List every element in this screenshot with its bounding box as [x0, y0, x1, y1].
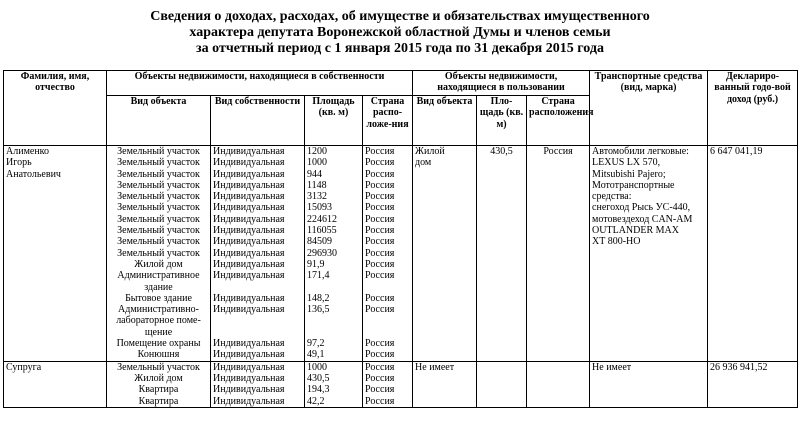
cell-line: Индивидуальная: [213, 384, 285, 396]
cell-line: Земельный участок: [117, 361, 200, 373]
cell-line: 26 936 941,52: [710, 361, 768, 373]
cell-income: [708, 361, 798, 407]
cell-line: Индивидуальная: [213, 157, 285, 169]
cell-income: [708, 146, 798, 362]
cell-line: Россия: [365, 292, 395, 304]
cell-line: Mitsubishi Pajero;: [592, 168, 666, 180]
cell-used-country: [527, 146, 590, 362]
cell-line: Россия: [365, 270, 395, 282]
cell-line: 3132: [307, 191, 327, 203]
table-body: [4, 146, 798, 408]
declaration-table: [3, 70, 798, 408]
cell-owned-type: [107, 361, 211, 407]
cell-line: 84509: [307, 236, 332, 248]
cell-line: Земельный участок: [117, 168, 200, 180]
cell-owned-type: [107, 146, 211, 362]
cell-line: Жилой дом: [134, 258, 183, 270]
cell-owned-area: [305, 146, 363, 362]
cell-line: Россия: [365, 395, 395, 407]
cell-line: Россия: [365, 258, 395, 270]
cell-line: Игорь: [6, 157, 32, 169]
cell-line: Административно-: [118, 304, 199, 316]
cell-line: OUTLANDER MAX: [592, 225, 679, 237]
cell-line: Россия: [365, 384, 395, 396]
cell-line: Индивидуальная: [213, 270, 285, 282]
header-owned-type: Вид объекта: [107, 96, 211, 146]
header-used-country: Страна расположения: [527, 96, 590, 146]
cell-line: Индивидуальная: [213, 349, 285, 361]
cell-line: Индивидуальная: [213, 236, 285, 248]
cell-line: Квартира: [138, 384, 179, 396]
cell-owned-ownership: [211, 361, 305, 407]
cell-line: Индивидуальная: [213, 202, 285, 214]
cell-line: Россия: [365, 225, 395, 237]
cell-owned-ownership: [211, 146, 305, 362]
cell-line: Россия: [365, 361, 395, 373]
header-used-area: Пло-щадь (кв. м): [477, 96, 527, 146]
cell-line: 1000: [307, 361, 327, 373]
cell-transport: [590, 146, 708, 362]
cell-name: [4, 361, 107, 407]
title-line-2: характера депутата Воронежской областной Думы и членов семьи: [189, 25, 611, 40]
table-row: [4, 361, 798, 407]
cell-line: Россия: [365, 146, 395, 157]
cell-line: 430,5: [307, 372, 330, 384]
cell-line: 49,1: [307, 349, 325, 361]
cell-line: средства:: [592, 191, 632, 203]
cell-line: 1148: [307, 179, 327, 191]
header-used: Объекты недвижимости, находящиеся в пользовании: [413, 71, 590, 96]
header-owned-country: Страна распо-ложе-ния: [363, 96, 413, 146]
cell-line: Автомобили легковые:: [592, 146, 689, 157]
cell-line: Россия: [365, 191, 395, 203]
cell-line: 1200: [307, 146, 327, 157]
cell-line: Индивидуальная: [213, 372, 285, 384]
cell-line: Россия: [365, 247, 395, 259]
cell-line: Индивидуальная: [213, 225, 285, 237]
cell-line: Алименко: [6, 146, 50, 157]
cell-line: Россия: [543, 146, 573, 157]
cell-line: Индивидуальная: [213, 361, 285, 373]
header-owned-area: Площадь (кв. м): [305, 96, 363, 146]
cell-line: Индивидуальная: [213, 179, 285, 191]
cell-line: Индивидуальная: [213, 395, 285, 407]
cell-line: Россия: [365, 304, 395, 316]
document-title: [0, 0, 800, 59]
cell-line: 944: [307, 168, 322, 180]
cell-line: 42,2: [307, 395, 325, 407]
cell-line: Конюшня: [137, 349, 180, 361]
cell-line: Россия: [365, 202, 395, 214]
cell-line: Супруга: [6, 361, 42, 373]
cell-line: Россия: [365, 213, 395, 225]
cell-line: Жилой: [415, 146, 445, 157]
cell-line: снегоход Рысь УС-440,: [592, 202, 691, 214]
title-line-3: за отчетный период с 1 января 2015 года по 31 декабря 2015 года: [196, 41, 604, 56]
table-row: [4, 146, 798, 362]
cell-line: Земельный участок: [117, 157, 200, 169]
cell-used-country: [527, 361, 590, 407]
header-transport: Транспортные средства (вид, марка): [590, 71, 708, 146]
cell-transport: [590, 361, 708, 407]
cell-line: Квартира: [138, 395, 179, 407]
cell-line: [213, 282, 302, 293]
cell-line: 6 647 041,19: [710, 146, 763, 157]
cell-line: мотовездеход CAN-AM: [592, 213, 693, 225]
header-used-type: Вид объекта: [413, 96, 477, 146]
cell-name: [4, 146, 107, 362]
cell-line: Индивидуальная: [213, 292, 285, 304]
cell-line: Индивидуальная: [213, 258, 285, 270]
cell-line: Жилой дом: [134, 372, 183, 384]
cell-line: Анатольевич: [6, 168, 61, 180]
cell-used-area: [477, 361, 527, 407]
cell-line: 97,2: [307, 338, 325, 350]
header-income: Деклариро-ванный годо-вой доход (руб.): [708, 71, 798, 146]
cell-line: 430,5: [490, 146, 513, 157]
cell-owned-country: [363, 361, 413, 407]
cell-line: Россия: [365, 157, 395, 169]
cell-line: Бытовое здание: [125, 292, 192, 304]
cell-line: Индивидуальная: [213, 304, 285, 316]
cell-line: [213, 327, 302, 338]
cell-owned-country: [363, 146, 413, 362]
cell-line: здание: [144, 281, 173, 293]
cell-line: дом: [415, 157, 432, 169]
header-owned-ownership: Вид собственности: [211, 96, 305, 146]
title-line-1: Сведения о доходах, расходах, об имуществе и обязательствах имущественного: [150, 9, 650, 24]
cell-line: 15093: [307, 202, 332, 214]
cell-used-type: [413, 146, 477, 362]
cell-line: Россия: [365, 338, 395, 350]
cell-line: [307, 327, 360, 338]
cell-line: 1000: [307, 157, 327, 169]
cell-line: 194,3: [307, 384, 330, 396]
header-owned: Объекты недвижимости, находящиеся в собственности: [107, 71, 413, 96]
cell-line: Россия: [365, 349, 395, 361]
cell-used-type: [413, 361, 477, 407]
cell-line: щение: [144, 326, 173, 338]
cell-line: Земельный участок: [117, 236, 200, 248]
cell-line: Не имеет: [592, 361, 632, 373]
cell-line: [365, 315, 410, 326]
cell-line: Земельный участок: [117, 179, 200, 191]
cell-line: Россия: [365, 168, 395, 180]
cell-line: [365, 327, 410, 338]
cell-line: 91,9: [307, 258, 325, 270]
cell-line: Земельный участок: [117, 225, 200, 237]
cell-line: 171,4: [307, 270, 330, 282]
cell-line: Россия: [365, 236, 395, 248]
cell-line: Индивидуальная: [213, 338, 285, 350]
cell-line: Земельный участок: [117, 247, 200, 259]
cell-line: Не имеет: [415, 361, 455, 373]
cell-owned-area: [305, 361, 363, 407]
cell-line: 224612: [307, 213, 337, 225]
cell-line: [307, 315, 360, 326]
cell-line: Помещение охраны: [116, 338, 201, 350]
cell-line: LEXUS LX 570,: [592, 157, 661, 169]
cell-line: [307, 282, 360, 293]
cell-line: [213, 315, 302, 326]
cell-line: Россия: [365, 372, 395, 384]
cell-line: Земельный участок: [117, 202, 200, 214]
cell-line: Земельный участок: [117, 191, 200, 203]
cell-line: 136,5: [307, 304, 330, 316]
cell-line: XT 800-HO: [592, 236, 641, 248]
cell-line: Индивидуальная: [213, 168, 285, 180]
cell-used-area: [477, 146, 527, 362]
cell-line: [365, 282, 410, 293]
cell-line: Земельный участок: [117, 213, 200, 225]
cell-line: Индивидуальная: [213, 247, 285, 259]
cell-line: Земельный участок: [117, 146, 200, 157]
cell-line: Административное: [117, 270, 200, 282]
header-name: Фамилия, имя, отчество: [4, 71, 107, 146]
cell-line: Индивидуальная: [213, 213, 285, 225]
cell-line: Индивидуальная: [213, 191, 285, 203]
cell-line: 296930: [307, 247, 337, 259]
cell-line: Россия: [365, 179, 395, 191]
cell-line: 148,2: [307, 292, 330, 304]
cell-line: 116055: [307, 225, 337, 237]
cell-line: Индивидуальная: [213, 146, 285, 157]
cell-line: лабораторное поме-: [116, 315, 201, 327]
cell-line: Мототранспортные: [592, 179, 675, 191]
